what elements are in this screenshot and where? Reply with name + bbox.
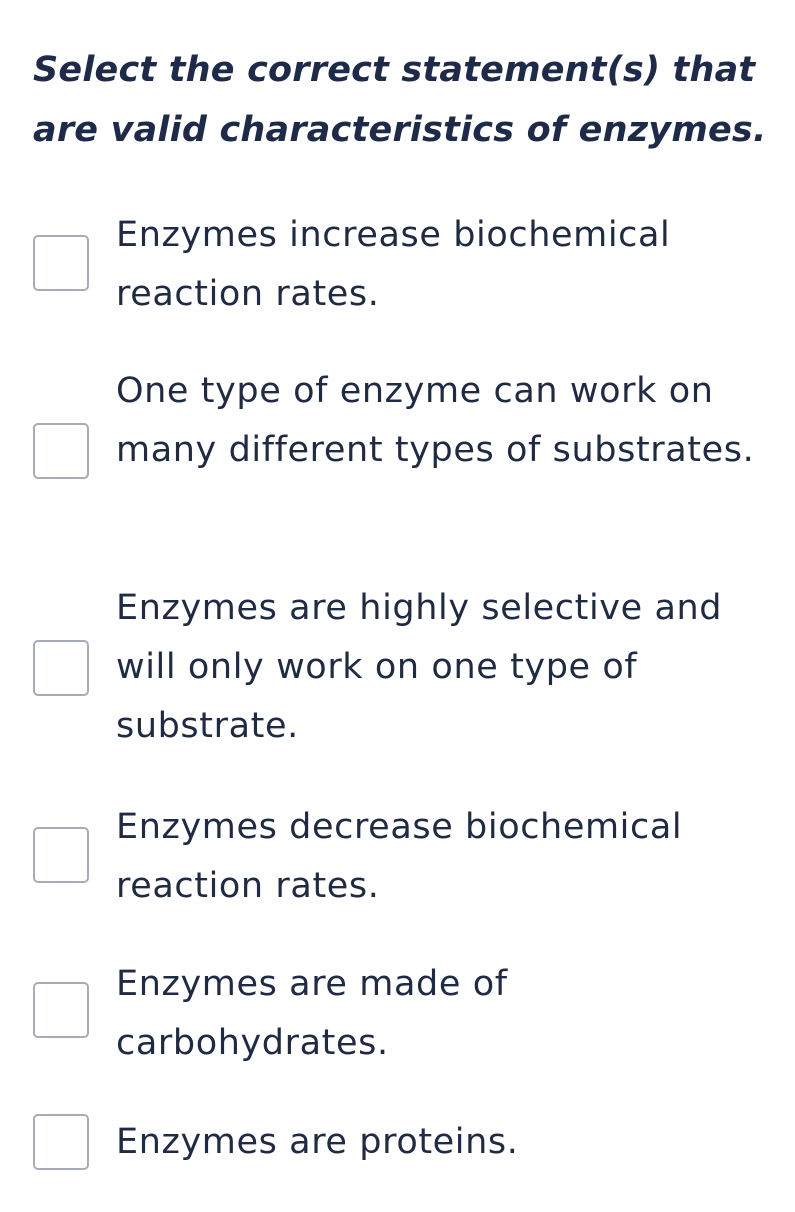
option-proteins[interactable]: [0, 1110, 795, 1180]
option-label: Enzymes increase biochemical reaction rates.: [116, 215, 671, 314]
checkbox[interactable]: [33, 827, 89, 883]
checkbox[interactable]: [33, 423, 89, 479]
question-prompt: Select the correct statement(s) that are valid characteristics of enzymes.: [33, 50, 767, 150]
option-carbohydrates[interactable]: [0, 952, 795, 1072]
option-highly-selective[interactable]: [0, 578, 795, 758]
checkbox[interactable]: [33, 982, 89, 1038]
checkbox[interactable]: [33, 235, 89, 291]
option-label: Enzymes are made of carbohydrates.: [116, 964, 508, 1063]
checkbox[interactable]: [33, 640, 89, 696]
option-label: Enzymes are highly selective and will only work on one type of substrate.: [116, 588, 723, 746]
option-label: Enzymes decrease biochemical reaction rates.: [116, 807, 683, 906]
option-many-substrates[interactable]: [0, 360, 795, 540]
option-label: One type of enzyme can work on many different types of substrates.: [116, 371, 755, 470]
option-label: Enzymes are proteins.: [116, 1122, 519, 1162]
option-decrease-rates[interactable]: [0, 795, 795, 915]
option-increase-rates[interactable]: [0, 203, 795, 323]
checkbox[interactable]: [33, 1114, 89, 1170]
